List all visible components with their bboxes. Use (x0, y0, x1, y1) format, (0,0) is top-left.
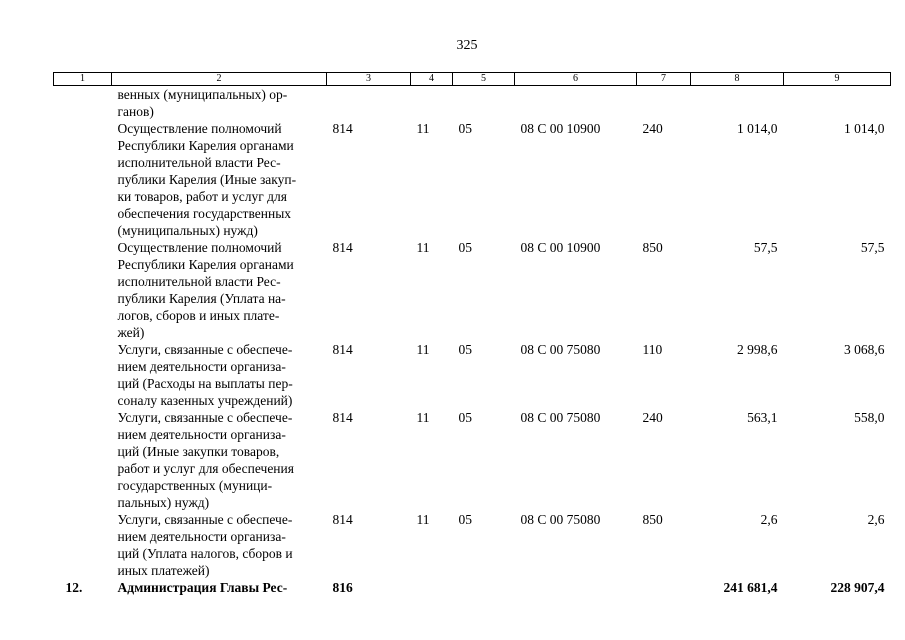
description-line: иных платежей) (117, 563, 210, 578)
target-article-code (515, 579, 637, 596)
row-description (112, 341, 327, 409)
description-line: соналу казенных учреждений) (117, 393, 293, 408)
description-line: нием деятельности организа- (117, 359, 286, 374)
amount-year-1: 241 681,4 (723, 580, 778, 595)
description-line: ганов) (117, 104, 154, 119)
description-line: Администрация Главы Рес- (117, 580, 288, 595)
column-header: 4 (411, 73, 453, 86)
target-article-code: 08 С 00 75080 (520, 410, 601, 425)
amount-year-1: 2 998,6 (737, 342, 778, 357)
table-row (54, 579, 891, 596)
section-code (411, 579, 453, 596)
row-index (54, 409, 112, 511)
expense-type-code (637, 579, 691, 596)
row-description (112, 409, 327, 511)
description-line: исполнительной власти Рес- (117, 274, 281, 289)
amount-year-2: 228 907,4 (830, 580, 885, 595)
description-line: венных (муниципальных) ор- (117, 87, 288, 102)
subsection-code: 05 (458, 512, 472, 527)
amount-year-2: 2,6 (867, 512, 885, 527)
subsection-code: 05 (458, 121, 472, 136)
amount-year-1: 57,5 (753, 240, 778, 255)
amount-year-2: 1 014,0 (844, 121, 885, 136)
description-line: Осуществление полномочий (117, 240, 282, 255)
column-header: 2 (112, 73, 327, 86)
target-article-code: 08 С 00 10900 (520, 240, 601, 255)
ministry-code: 814 (332, 240, 353, 255)
description-line: (муниципальных) нужд) (117, 223, 258, 238)
section-code: 11 (416, 342, 430, 357)
description-line: обеспечения государственных (117, 206, 292, 221)
ministry-code: 814 (332, 342, 353, 357)
column-number-header (54, 73, 891, 86)
table-body (54, 86, 891, 597)
column-header: 1 (54, 73, 112, 86)
row-description (112, 86, 327, 121)
amount-year-1: 2,6 (760, 512, 778, 527)
page-number: 325 (456, 38, 478, 53)
expense-type-code (637, 86, 691, 121)
budget-table (53, 72, 891, 596)
ministry-code: 816 (332, 580, 353, 595)
section-code: 11 (416, 512, 430, 527)
row-index (54, 86, 112, 121)
table-row (54, 120, 891, 239)
amount-year-2: 57,5 (860, 240, 885, 255)
description-line: пальных) нужд) (117, 495, 210, 510)
description-line: публики Карелия (Уплата на- (117, 291, 286, 306)
description-line: ки товаров, работ и услуг для (117, 189, 287, 204)
description-line: Услуги, связанные с обеспече- (117, 342, 293, 357)
row-index (54, 239, 112, 341)
description-line: публики Карелия (Иные закуп- (117, 172, 297, 187)
row-index (54, 120, 112, 239)
subsection-code (453, 579, 515, 596)
subsection-code: 05 (458, 410, 472, 425)
ministry-code: 814 (332, 512, 353, 527)
description-line: Осуществление полномочий (117, 121, 282, 136)
section-code: 11 (416, 410, 430, 425)
description-line: ций (Иные закупки товаров, (117, 444, 280, 459)
subsection-code: 05 (458, 240, 472, 255)
column-header: 5 (453, 73, 515, 86)
row-description (112, 239, 327, 341)
subsection-code (453, 86, 515, 121)
target-article-code: 08 С 00 75080 (520, 342, 601, 357)
row-index: 12. (65, 580, 83, 595)
table-row (54, 511, 891, 579)
expense-type-code: 850 (642, 240, 663, 255)
expense-type-code: 240 (642, 121, 663, 136)
amount-year-2 (784, 86, 891, 121)
table-row (54, 341, 891, 409)
expense-type-code: 850 (642, 512, 663, 527)
expense-type-code: 240 (642, 410, 663, 425)
description-line: жей) (117, 325, 145, 340)
amount-year-2: 3 068,6 (844, 342, 885, 357)
description-line: Услуги, связанные с обеспече- (117, 512, 293, 527)
column-header: 6 (515, 73, 637, 86)
description-line: работ и услуг для обеспечения (117, 461, 294, 476)
section-code (411, 86, 453, 121)
row-description (112, 579, 327, 596)
column-header: 7 (637, 73, 691, 86)
row-description (112, 120, 327, 239)
column-header: 3 (327, 73, 411, 86)
expense-type-code: 110 (642, 342, 663, 357)
description-line: нием деятельности организа- (117, 529, 286, 544)
description-line: Республики Карелия органами (117, 257, 294, 272)
target-article-code: 08 С 00 75080 (520, 512, 601, 527)
ministry-code: 814 (332, 410, 353, 425)
row-index (54, 341, 112, 409)
description-line: Услуги, связанные с обеспече- (117, 410, 293, 425)
amount-year-1 (691, 86, 784, 121)
target-article-code (515, 86, 637, 121)
row-description (112, 511, 327, 579)
section-code: 11 (416, 240, 430, 255)
subsection-code: 05 (458, 342, 472, 357)
ministry-code: 814 (332, 121, 353, 136)
description-line: ций (Расходы на выплаты пер- (117, 376, 293, 391)
table-row (54, 409, 891, 511)
description-line: государственных (муници- (117, 478, 273, 493)
row-index (54, 511, 112, 579)
column-header: 8 (691, 73, 784, 86)
description-line: исполнительной власти Рес- (117, 155, 281, 170)
target-article-code: 08 С 00 10900 (520, 121, 601, 136)
amount-year-1: 563,1 (747, 410, 778, 425)
table-row (54, 86, 891, 121)
description-line: логов, сборов и иных плате- (117, 308, 280, 323)
amount-year-1: 1 014,0 (737, 121, 778, 136)
table-row (54, 239, 891, 341)
amount-year-2: 558,0 (854, 410, 885, 425)
description-line: ций (Уплата налогов, сборов и (117, 546, 293, 561)
column-header: 9 (784, 73, 891, 86)
ministry-code (327, 86, 411, 121)
description-line: нием деятельности организа- (117, 427, 286, 442)
description-line: Республики Карелия органами (117, 138, 294, 153)
section-code: 11 (416, 121, 430, 136)
